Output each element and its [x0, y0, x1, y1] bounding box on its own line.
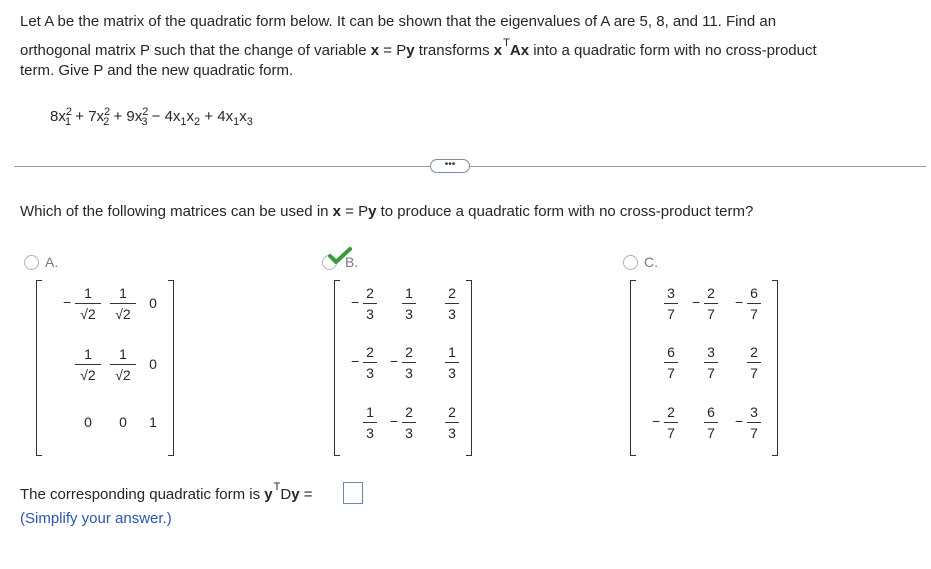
term-4-sub1: 1 — [180, 116, 187, 128]
fraction-denominator: 7 — [707, 306, 715, 322]
answer-input[interactable] — [343, 482, 363, 504]
matrix-entry: 0 — [119, 414, 127, 430]
matrix-fraction — [704, 404, 718, 441]
fraction-bar — [402, 362, 416, 363]
fraction-numerator: 2 — [448, 285, 456, 301]
fraction-bar — [704, 422, 718, 423]
answer-equals: = — [299, 486, 313, 503]
fraction-numerator: 2 — [448, 404, 456, 420]
fraction-numerator: 2 — [405, 404, 413, 420]
fraction-numerator: 1 — [405, 285, 413, 301]
matrix-fraction — [445, 285, 459, 322]
fraction-denominator: 3 — [366, 306, 374, 322]
fraction-bar — [75, 303, 101, 304]
term-2-sup: 2 — [104, 106, 111, 118]
sq-text-a: Which of the following matrices can be used in — [20, 203, 333, 220]
section-divider — [14, 166, 926, 167]
matrix-fraction — [704, 344, 718, 381]
term-1-sub: 1 — [64, 116, 72, 128]
fraction-bar — [704, 303, 718, 304]
simplify-hint: (Simplify your answer.) — [20, 510, 172, 527]
show-more-button[interactable]: ••• — [430, 159, 470, 173]
fraction-bar — [363, 422, 377, 423]
fraction-denominator: 7 — [667, 425, 675, 441]
fraction-numerator: 6 — [667, 344, 675, 360]
fraction-denominator: 3 — [366, 365, 374, 381]
matrix-fraction — [445, 344, 459, 381]
fraction-bar — [747, 422, 761, 423]
minus-sign: − — [692, 294, 701, 310]
fraction-numerator: 3 — [667, 285, 675, 301]
fraction-numerator: 3 — [750, 404, 758, 420]
matrix-fraction — [402, 285, 416, 322]
matrix-fraction — [747, 285, 761, 322]
matrix-fraction — [363, 404, 377, 441]
fraction-denominator: √2 — [80, 306, 96, 322]
matrix-fraction — [75, 346, 101, 383]
fraction-denominator: 7 — [750, 306, 758, 322]
matrix-fraction — [704, 285, 718, 322]
quadratic-form — [50, 106, 253, 128]
question-line-3: term. Give P and the new quadratic form. — [20, 62, 294, 79]
matrix-option-b[interactable] — [334, 280, 472, 456]
term-2-sub: 2 — [103, 116, 110, 128]
matrix-fraction — [402, 344, 416, 381]
term-3: + 9x — [109, 108, 143, 125]
answer-D: D — [280, 486, 292, 503]
fraction-numerator: 1 — [84, 346, 92, 362]
fraction-bar — [363, 362, 377, 363]
answer-transpose: T — [273, 481, 281, 493]
fraction-denominator: 7 — [667, 365, 675, 381]
matrix-fraction — [75, 285, 101, 322]
fraction-bar — [747, 303, 761, 304]
answer-y: y — [264, 486, 273, 503]
fraction-denominator: 7 — [667, 306, 675, 322]
q2-x2: x — [493, 42, 503, 59]
matrix-b-right-bracket — [466, 280, 472, 456]
sq-text-b: to produce a quadratic form with no cross-product term? — [376, 203, 754, 220]
answer-y2: y — [291, 486, 300, 503]
fraction-numerator: 2 — [667, 404, 675, 420]
fraction-numerator: 1 — [448, 344, 456, 360]
matrix-entry: 0 — [149, 295, 157, 311]
matrix-entry: 1 — [149, 414, 157, 430]
matrix-a-left-bracket — [36, 280, 42, 456]
term-1: 8x — [50, 108, 66, 125]
option-b-label[interactable]: B. — [345, 254, 359, 270]
answer-prefix: The corresponding quadratic form is — [20, 486, 265, 503]
minus-sign: − — [652, 413, 661, 429]
fraction-numerator: 2 — [750, 344, 758, 360]
option-c-radio[interactable] — [623, 255, 638, 270]
fraction-denominator: √2 — [115, 306, 131, 322]
matrix-fraction — [110, 346, 136, 383]
matrix-fraction — [363, 285, 377, 322]
minus-sign: − — [390, 353, 399, 369]
sq-eq: = P — [341, 203, 369, 220]
fraction-bar — [402, 303, 416, 304]
fraction-bar — [704, 362, 718, 363]
matrix-c-right-bracket — [772, 280, 778, 456]
matrix-fraction — [110, 285, 136, 322]
matrix-option-a[interactable] — [36, 280, 174, 456]
matrix-entry: 0 — [84, 414, 92, 430]
q2-text-a: orthogonal matrix P such that the change of variable — [20, 42, 371, 59]
q2-eq: = P — [379, 42, 407, 59]
fraction-numerator: 6 — [707, 404, 715, 420]
q2-x3: x — [520, 42, 530, 59]
term-5: + 4x — [200, 108, 234, 125]
matrix-c-left-bracket — [630, 280, 636, 456]
fraction-bar — [445, 303, 459, 304]
fraction-bar — [445, 362, 459, 363]
fraction-numerator: 1 — [119, 346, 127, 362]
option-a-label[interactable]: A. — [45, 254, 59, 270]
sq-y: y — [368, 203, 377, 220]
matrix-fraction — [664, 285, 678, 322]
option-a-radio[interactable] — [24, 255, 39, 270]
minus-sign: − — [390, 413, 399, 429]
fraction-numerator: 1 — [366, 404, 374, 420]
q2-text-c: into a quadratic form with no cross-product — [529, 42, 817, 59]
matrix-fraction — [664, 344, 678, 381]
fraction-bar — [402, 422, 416, 423]
fraction-numerator: 2 — [405, 344, 413, 360]
fraction-denominator: 3 — [405, 306, 413, 322]
term-1-sup: 2 — [65, 106, 72, 118]
matrix-fraction — [747, 404, 761, 441]
term-3-sub: 3 — [141, 116, 148, 128]
option-c-label[interactable]: C. — [644, 254, 658, 270]
fraction-denominator: 3 — [405, 365, 413, 381]
q2-transpose: T — [503, 37, 510, 49]
matrix-fraction — [445, 404, 459, 441]
minus-sign: − — [351, 353, 360, 369]
fraction-numerator: 2 — [707, 285, 715, 301]
fraction-bar — [110, 364, 136, 365]
fraction-numerator: 3 — [707, 344, 715, 360]
matrix-a-right-bracket — [168, 280, 174, 456]
minus-sign: − — [735, 294, 744, 310]
fraction-denominator: √2 — [115, 367, 131, 383]
fraction-denominator: 3 — [448, 365, 456, 381]
matrix-fraction — [363, 344, 377, 381]
sq-x: x — [332, 203, 341, 220]
matrix-b-left-bracket — [334, 280, 340, 456]
term-5-sub1: 1 — [233, 116, 240, 128]
minus-sign: − — [351, 294, 360, 310]
answer-line — [20, 481, 313, 507]
term-5-x: x — [239, 108, 247, 125]
fraction-bar — [664, 362, 678, 363]
question-line-1: Let A be the matrix of the quadratic form below. It can be shown that the eigenvalues of A are 5, 8, and 11. Find an — [20, 13, 777, 30]
fraction-denominator: 3 — [448, 306, 456, 322]
fraction-numerator: 2 — [366, 285, 374, 301]
term-4-x: x — [186, 108, 195, 125]
fraction-denominator: 7 — [707, 425, 715, 441]
matrix-fraction — [747, 344, 761, 381]
fraction-bar — [110, 303, 136, 304]
fraction-bar — [75, 364, 101, 365]
term-2: + 7x — [71, 108, 105, 125]
fraction-numerator: 2 — [366, 344, 374, 360]
q2-y: y — [406, 42, 415, 59]
fraction-numerator: 1 — [84, 285, 92, 301]
fraction-bar — [747, 362, 761, 363]
term-3-sup: 2 — [142, 106, 149, 118]
minus-sign: − — [63, 294, 72, 310]
q2-A: A — [509, 42, 521, 59]
term-4-sub2: 2 — [194, 116, 201, 128]
q2-x: x — [370, 42, 380, 59]
q2-text-b: transforms — [414, 42, 494, 59]
matrix-entry: 0 — [149, 356, 157, 372]
matrix-option-c[interactable] — [630, 280, 778, 456]
fraction-denominator: 3 — [448, 425, 456, 441]
fraction-denominator: 7 — [750, 425, 758, 441]
fraction-numerator: 1 — [119, 285, 127, 301]
fraction-bar — [363, 303, 377, 304]
fraction-bar — [664, 303, 678, 304]
sub-question — [20, 201, 753, 223]
fraction-denominator: 3 — [366, 425, 374, 441]
matrix-fraction — [664, 404, 678, 441]
minus-sign: − — [735, 413, 744, 429]
term-4: − 4x — [147, 108, 181, 125]
term-5-sub2: 3 — [246, 116, 253, 128]
matrix-fraction — [402, 404, 416, 441]
fraction-denominator: 3 — [405, 425, 413, 441]
fraction-denominator: 7 — [750, 365, 758, 381]
fraction-numerator: 6 — [750, 285, 758, 301]
fraction-bar — [664, 422, 678, 423]
fraction-bar — [445, 422, 459, 423]
fraction-denominator: 7 — [707, 365, 715, 381]
fraction-denominator: √2 — [80, 367, 96, 383]
